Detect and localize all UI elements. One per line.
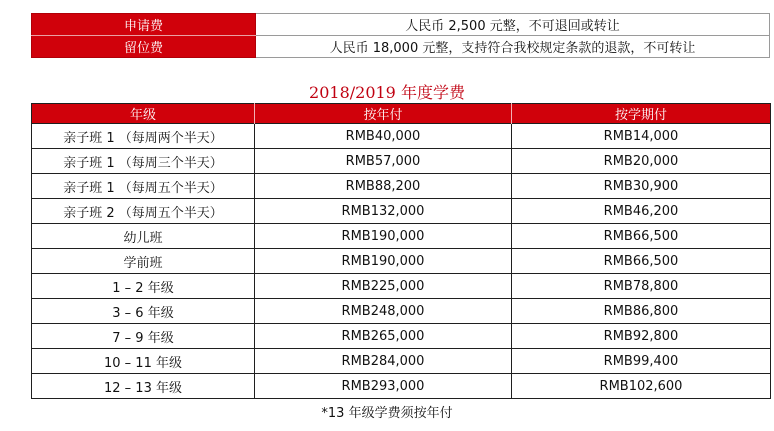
term-fee-cell: RMB46,200 xyxy=(512,199,771,224)
grade-cell: 10 – 11 年级 xyxy=(32,349,255,374)
tuition-row xyxy=(32,324,771,349)
term-fee-cell: RMB102,600 xyxy=(512,374,771,399)
grade-cell: 亲子班 1 （每周三个半天） xyxy=(32,149,255,174)
tuition-table-header xyxy=(32,104,771,124)
tuition-row xyxy=(32,149,771,174)
tuition-row xyxy=(32,224,771,249)
tuition-row xyxy=(32,349,771,374)
tuition-row xyxy=(32,174,771,199)
term-fee-cell: RMB66,500 xyxy=(512,249,771,274)
deposit-fee-value: 人民币 18,000 元整，支持符合我校规定条款的退款，不可转让 xyxy=(256,36,770,58)
fees-table-body xyxy=(32,14,770,58)
application-fee-label: 申请费 xyxy=(32,14,256,36)
grade-cell: 12 – 13 年级 xyxy=(32,374,255,399)
tuition-row xyxy=(32,299,771,324)
term-fee-cell: RMB20,000 xyxy=(512,149,771,174)
fees-table xyxy=(31,13,770,58)
annual-fee-cell: RMB88,200 xyxy=(255,174,512,199)
annual-fee-cell: RMB225,000 xyxy=(255,274,512,299)
deposit-fee-label: 留位费 xyxy=(32,36,256,58)
annual-fee-cell: RMB132,000 xyxy=(255,199,512,224)
footnote: *13 年级学费须按年付 xyxy=(321,406,453,421)
fee-row-application xyxy=(32,14,770,36)
tuition-table xyxy=(31,103,771,399)
annual-fee-cell: RMB190,000 xyxy=(255,224,512,249)
term-fee-cell: RMB66,500 xyxy=(512,224,771,249)
annual-fee-cell: RMB293,000 xyxy=(255,374,512,399)
application-fee-value: 人民币 2,500 元整，不可退回或转让 xyxy=(256,14,770,36)
tuition-row xyxy=(32,199,771,224)
annual-fee-cell: RMB284,000 xyxy=(255,349,512,374)
tuition-row xyxy=(32,249,771,274)
fee-row-deposit xyxy=(32,36,770,58)
annual-fee-cell: RMB190,000 xyxy=(255,249,512,274)
tuition-row xyxy=(32,374,771,399)
tuition-table-body xyxy=(32,124,771,399)
grade-column-header: 年级 xyxy=(32,104,255,124)
annual-fee-cell: RMB248,000 xyxy=(255,299,512,324)
term-fee-cell: RMB14,000 xyxy=(512,124,771,149)
grade-cell: 亲子班 1 （每周两个半天） xyxy=(32,124,255,149)
tuition-row xyxy=(32,274,771,299)
tuition-section-title: 2018/2019 年度学费 xyxy=(309,83,465,102)
grade-cell: 亲子班 2 （每周五个半天） xyxy=(32,199,255,224)
grade-cell: 学前班 xyxy=(32,249,255,274)
term-fee-cell: RMB78,800 xyxy=(512,274,771,299)
annual-fee-cell: RMB40,000 xyxy=(255,124,512,149)
tuition-header-row xyxy=(32,104,771,124)
grade-cell: 亲子班 1 （每周五个半天） xyxy=(32,174,255,199)
term-fee-cell: RMB92,800 xyxy=(512,324,771,349)
term-fee-cell: RMB86,800 xyxy=(512,299,771,324)
annual-fee-cell: RMB265,000 xyxy=(255,324,512,349)
term-fee-cell: RMB30,900 xyxy=(512,174,771,199)
grade-cell: 1 – 2 年级 xyxy=(32,274,255,299)
grade-cell: 3 – 6 年级 xyxy=(32,299,255,324)
annual-column-header: 按年付 xyxy=(255,104,512,124)
grade-cell: 7 – 9 年级 xyxy=(32,324,255,349)
grade-cell: 幼儿班 xyxy=(32,224,255,249)
term-column-header: 按学期付 xyxy=(512,104,771,124)
annual-fee-cell: RMB57,000 xyxy=(255,149,512,174)
tuition-row xyxy=(32,124,771,149)
term-fee-cell: RMB99,400 xyxy=(512,349,771,374)
